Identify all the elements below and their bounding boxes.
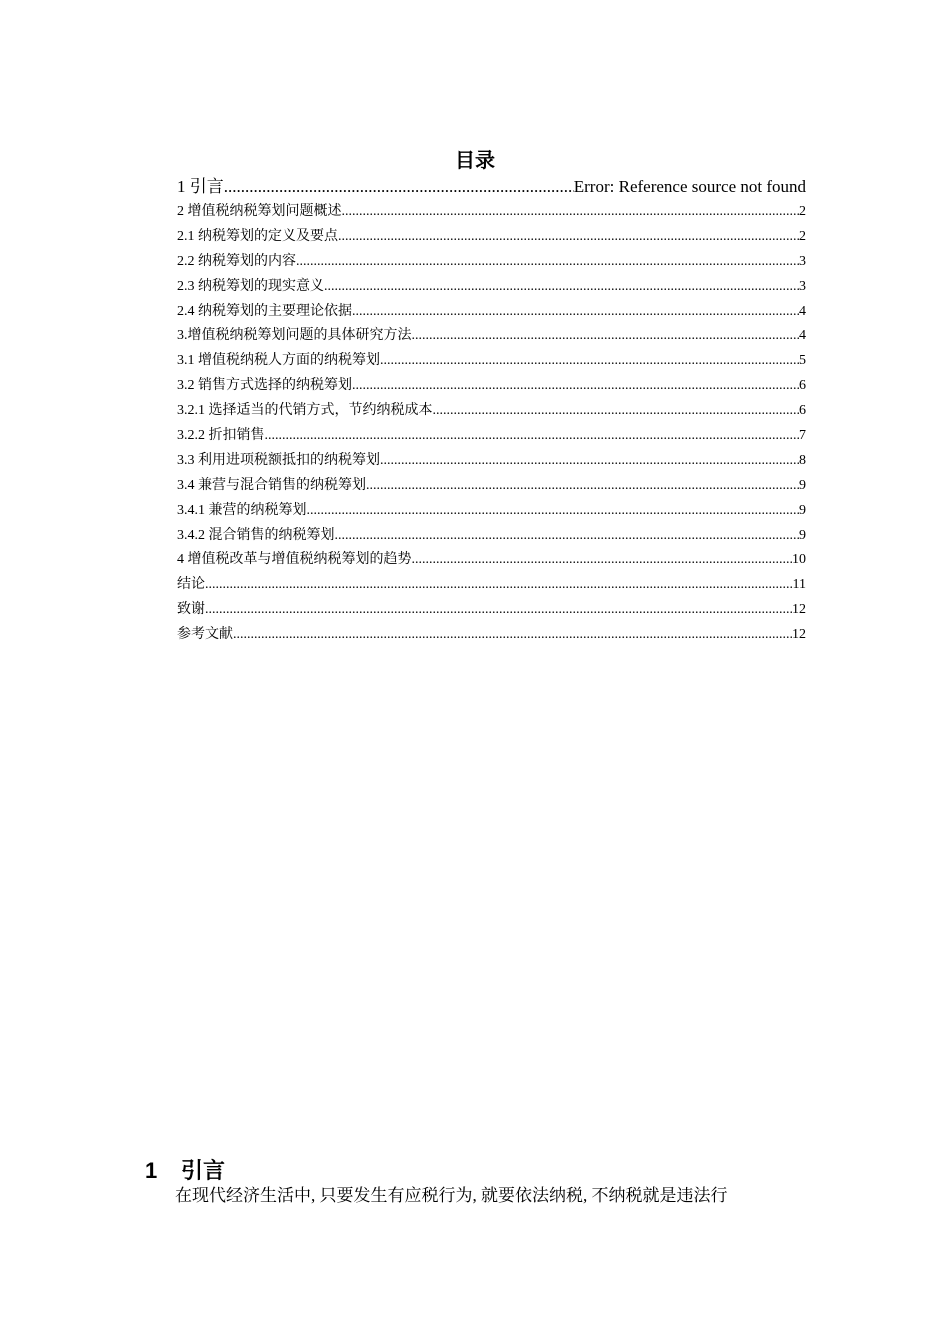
toc-leader-dots: [338, 225, 799, 250]
toc-entry[interactable]: [177, 598, 806, 623]
toc-entry-page: 11: [792, 577, 806, 593]
toc-leader-dots: [412, 324, 800, 349]
section-heading: [145, 1156, 225, 1186]
toc-entry-page: 9: [799, 477, 806, 493]
toc-entry-page: 8: [799, 452, 806, 468]
toc-entry-page: 2: [799, 228, 806, 244]
toc-leader-dots: [307, 499, 800, 524]
toc-entry-page: 5: [799, 353, 806, 369]
toc-entry-label: 结论: [177, 577, 205, 593]
toc-entry[interactable]: [177, 399, 806, 424]
toc-entry-label: 3.4.1 兼营的纳税筹划: [177, 502, 307, 518]
toc-leader-dots: [433, 399, 800, 424]
toc-leader-dots: [342, 200, 800, 225]
toc-entry-page: 9: [799, 502, 806, 518]
toc-entry-page: 2: [799, 204, 806, 219]
toc-entry-label: 4 增值税改革与增值税纳税筹划的趋势: [177, 552, 412, 568]
toc-leader-dots: [412, 548, 793, 573]
toc-entry[interactable]: [177, 548, 806, 573]
toc-entry-page: 3: [799, 278, 806, 294]
toc-entry-page: 12: [792, 627, 806, 643]
toc-leader-dots: [324, 275, 799, 300]
toc-entry-label: 3.2 销售方式选择的纳税筹划: [177, 378, 352, 394]
toc-entry-label: 3.4 兼营与混合销售的纳税筹划: [177, 477, 366, 493]
table-of-contents: [177, 174, 806, 648]
toc-entry[interactable]: [177, 250, 806, 275]
toc-entry-page: 7: [799, 428, 806, 444]
toc-entry[interactable]: [177, 474, 806, 499]
toc-entry[interactable]: [177, 573, 806, 598]
toc-leader-dots: [296, 250, 799, 275]
toc-entry-label: 参考文献: [177, 627, 233, 643]
toc-entry[interactable]: [177, 524, 806, 549]
toc-entry-label: 2.3 纳税筹划的现实意义: [177, 278, 324, 294]
toc-entry-page: 6: [799, 378, 806, 394]
toc-entry-label: 2.1 纳税筹划的定义及要点: [177, 228, 338, 244]
toc-entry-label: 3.2.2 折扣销售: [177, 428, 265, 444]
section-number: 1: [145, 1158, 158, 1183]
toc-entry-label: 2.4 纳税筹划的主要理论依据: [177, 303, 352, 319]
toc-entry[interactable]: [177, 174, 806, 200]
toc-entry[interactable]: [177, 449, 806, 474]
toc-entry[interactable]: [177, 499, 806, 524]
toc-entry-label: 3.增值税纳税筹划问题的具体研究方法: [177, 328, 412, 344]
toc-leader-dots: [205, 573, 793, 598]
toc-leader-dots: [233, 623, 792, 648]
toc-entry-label: 1 引言: [177, 177, 224, 196]
toc-entry-label: 3.3 利用进项税额抵扣的纳税筹划: [177, 452, 380, 468]
toc-entry-page: 10: [792, 552, 806, 568]
toc-entry-label: 致谢: [177, 602, 205, 618]
toc-leader-dots: [335, 524, 800, 549]
toc-leader-dots: [352, 374, 799, 399]
toc-entry[interactable]: [177, 200, 806, 225]
toc-entry-label: 2 增值税纳税筹划问题概述: [177, 204, 342, 219]
toc-leader-dots: [205, 598, 792, 623]
toc-entry[interactable]: [177, 424, 806, 449]
toc-title: 目录: [455, 150, 495, 172]
toc-entry[interactable]: [177, 300, 806, 325]
body-paragraph: 在现代经济生活中, 只要发生有应税行为, 就要依法纳税, 不纳税就是违法行: [175, 1186, 728, 1205]
toc-entry[interactable]: [177, 349, 806, 374]
toc-entry[interactable]: [177, 623, 806, 648]
toc-entry-page: 12: [792, 602, 806, 618]
toc-entry-page: 4: [799, 303, 806, 319]
toc-entry[interactable]: [177, 275, 806, 300]
toc-entry-page: 9: [799, 527, 806, 543]
toc-entry-page: 4: [799, 328, 806, 344]
toc-leader-dots: [380, 449, 799, 474]
toc-leader-dots: [224, 174, 574, 200]
toc-entry[interactable]: [177, 374, 806, 399]
toc-entry-label: 3.2.1 选择适当的代销方式，节约纳税成本: [177, 403, 433, 419]
toc-leader-dots: [380, 349, 799, 374]
toc-entry-label: 2.2 纳税筹划的内容: [177, 253, 296, 269]
toc-leader-dots: [366, 474, 799, 499]
toc-entry[interactable]: [177, 324, 806, 349]
toc-entry-page: 3: [799, 253, 806, 269]
toc-entry-label: 3.1 增值税纳税人方面的纳税筹划: [177, 353, 380, 369]
toc-entry-label: 3.4.2 混合销售的纳税筹划: [177, 527, 335, 543]
toc-entry-page: 6: [799, 403, 806, 419]
toc-entry[interactable]: [177, 225, 806, 250]
section-title: 引言: [181, 1158, 226, 1183]
toc-leader-dots: [352, 300, 799, 325]
toc-entry-page: Error: Reference source not found: [573, 177, 806, 196]
toc-leader-dots: [265, 424, 800, 449]
